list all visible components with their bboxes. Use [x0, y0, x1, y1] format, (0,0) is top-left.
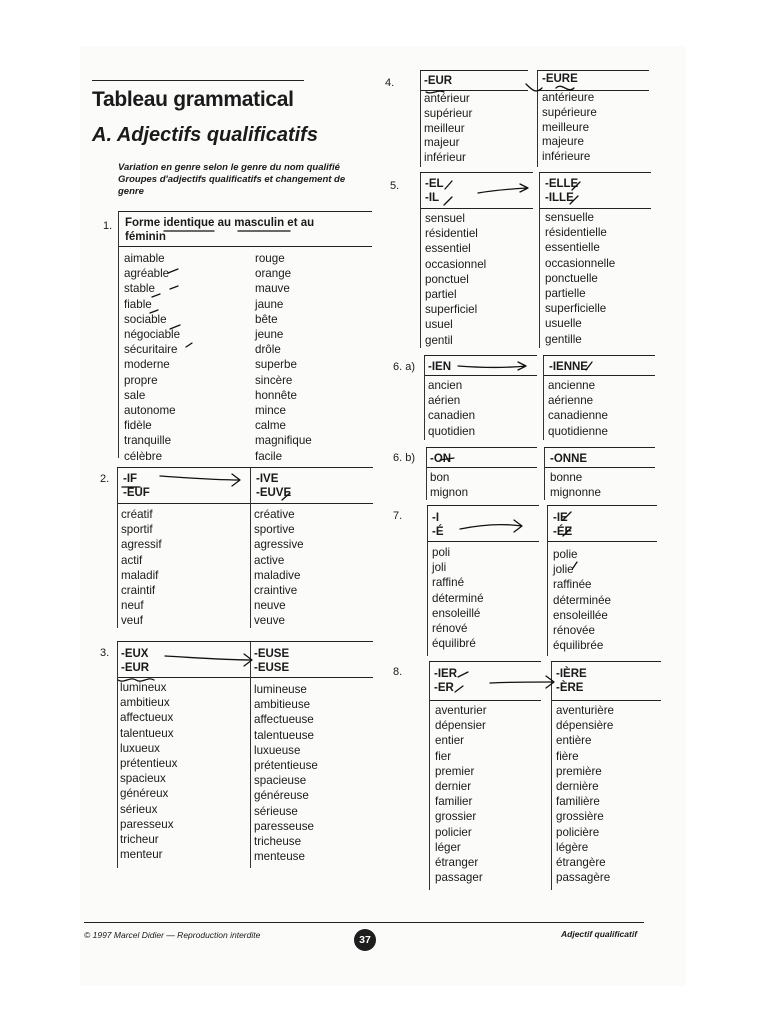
- adjective-word: entier: [435, 734, 465, 748]
- adjective-word: ensoleillée: [553, 608, 608, 622]
- column-divider: [543, 356, 544, 440]
- feminine-header: [556, 667, 587, 695]
- adjective-word: affectueuse: [254, 713, 314, 727]
- section-rule: [420, 90, 528, 91]
- footer-rule: [84, 922, 644, 923]
- adjective-word: superficiel: [425, 303, 478, 317]
- feminine-header: [545, 177, 578, 205]
- section-rule: [117, 677, 373, 678]
- adjective-word: partiel: [425, 288, 457, 302]
- ending-label: -EUVE: [256, 487, 292, 499]
- adjective-word: quotidienne: [548, 424, 608, 438]
- masculine-header: -ON: [430, 453, 452, 465]
- adjective-word: talentueux: [120, 726, 174, 740]
- column-divider: [426, 448, 427, 500]
- feminine-header: -IENNE: [549, 361, 588, 373]
- copyright-text: © 1997 Marcel Didier — Reproduction interdite: [84, 930, 261, 940]
- adjective-word: bête: [255, 312, 278, 326]
- adjective-word: affectueux: [120, 711, 174, 725]
- adjective-word: passagère: [556, 871, 611, 885]
- adjective-word: autonome: [124, 404, 176, 418]
- section-rule: [427, 541, 539, 542]
- adjective-word: dépensière: [556, 719, 614, 733]
- adjective-word: familier: [435, 795, 473, 809]
- word-list: [425, 211, 486, 348]
- ending-label: -ER: [434, 682, 454, 694]
- adjective-word: menteuse: [254, 850, 305, 864]
- ending-label: -IE: [553, 512, 568, 524]
- word-list: [545, 210, 615, 347]
- adjective-word: canadien: [428, 409, 476, 423]
- word-list: [255, 251, 312, 464]
- column-divider: [250, 642, 251, 868]
- adjective-word: poli: [432, 546, 451, 559]
- section-number: 5.: [390, 180, 400, 192]
- column-divider: [424, 356, 425, 440]
- adjective-word: occasionnel: [425, 257, 487, 271]
- adjective-word: premier: [435, 764, 475, 778]
- masculine-header: -IEN: [428, 361, 451, 373]
- adjective-word: sensuelle: [545, 211, 594, 224]
- ending-label: -ELLE: [545, 178, 579, 190]
- adjective-word: tranquille: [124, 434, 172, 448]
- section-footer-label: Adjectif qualificatif: [561, 929, 638, 939]
- section-number: 6. a): [393, 361, 416, 373]
- adjective-word: joli: [432, 561, 447, 575]
- adjective-word: sale: [124, 388, 146, 402]
- adjective-word: aérien: [428, 394, 461, 408]
- adjective-word: fiable: [124, 297, 152, 311]
- adjective-word: sérieuse: [254, 804, 298, 818]
- adjective-word: lumineuse: [254, 683, 307, 696]
- column-divider: [117, 468, 118, 628]
- intro-note-line: Variation en genre selon le genre du nom qualifié: [118, 162, 340, 173]
- section-rule: [429, 661, 541, 662]
- section-rule: [118, 211, 372, 212]
- intro-note-line: genre: [118, 186, 144, 197]
- adjective-word: active: [254, 553, 285, 567]
- section-rule: [426, 447, 537, 448]
- section-rule: [117, 467, 373, 468]
- adjective-word: léger: [435, 840, 461, 854]
- adjective-word: neuf: [121, 599, 144, 613]
- adjective-word: honnête: [255, 388, 297, 402]
- word-list: [120, 680, 177, 862]
- adjective-word: généreuse: [254, 789, 309, 803]
- adjective-word: entière: [556, 734, 592, 748]
- adjective-word: partielle: [545, 287, 586, 301]
- word-list: [428, 378, 475, 439]
- section-rule: [539, 208, 651, 209]
- section-number: 6. b): [393, 452, 416, 464]
- heading-line: féminin: [125, 231, 166, 243]
- word-list: [556, 703, 614, 885]
- section-rule: [117, 641, 373, 642]
- adjective-word: rénové: [432, 622, 468, 636]
- adjective-word: craintive: [254, 584, 298, 598]
- adjective-word: inférieur: [424, 151, 466, 165]
- adjective-word: tricheuse: [254, 835, 302, 849]
- adjective-word: mauve: [255, 282, 290, 296]
- adjective-word: légère: [556, 840, 589, 854]
- section-number: 8.: [393, 666, 403, 678]
- section-rule: [424, 355, 537, 356]
- section-rule: [543, 375, 655, 376]
- masculine-header: [432, 511, 444, 539]
- word-list: [430, 470, 468, 500]
- adjective-word: ensoleillé: [432, 606, 481, 620]
- adjective-word: aérienne: [548, 394, 594, 408]
- adjective-word: drôle: [255, 343, 281, 357]
- column-divider: [537, 71, 538, 167]
- adjective-word: talentueuse: [254, 728, 314, 742]
- word-list: [254, 507, 304, 629]
- adjective-word: lumineux: [120, 681, 167, 694]
- section-number: 2.: [100, 473, 110, 485]
- adjective-word: agréable: [124, 267, 170, 281]
- adjective-word: célèbre: [124, 449, 163, 463]
- adjective-word: raffiné: [432, 576, 465, 590]
- adjective-word: étranger: [435, 856, 479, 870]
- masculine-header: [434, 667, 457, 695]
- adjective-word: neuve: [254, 599, 286, 613]
- adjective-word: sportif: [121, 523, 153, 537]
- column-divider: [544, 448, 545, 500]
- adjective-word: menteur: [120, 848, 163, 862]
- section-rule: [118, 246, 372, 247]
- adjective-word: polie: [553, 548, 578, 561]
- adjective-word: ancienne: [548, 379, 596, 392]
- word-list: [432, 545, 484, 651]
- masculine-header: [123, 472, 150, 500]
- adjective-word: antérieur: [424, 92, 470, 105]
- column-divider: [420, 173, 421, 348]
- adjective-word: facile: [255, 449, 283, 463]
- word-list: [254, 682, 318, 864]
- adjective-word: majeur: [424, 136, 460, 150]
- adjective-word: mignonne: [550, 486, 601, 500]
- adjective-word: veuve: [254, 614, 285, 628]
- feminine-header: [553, 511, 572, 539]
- adjective-word: ponctuel: [425, 272, 469, 286]
- intro-note: [118, 162, 368, 198]
- adjective-word: moderne: [124, 358, 170, 372]
- section-rule: [427, 505, 539, 506]
- ending-label: -EUF: [123, 487, 150, 499]
- adjective-word: usuel: [425, 318, 453, 332]
- section-rule: [544, 447, 655, 448]
- adjective-word: policier: [435, 825, 472, 839]
- ending-label: -I: [432, 512, 440, 524]
- adjective-word: craintif: [121, 584, 156, 598]
- adjective-word: ambitieux: [120, 696, 170, 710]
- adjective-word: étrangère: [556, 856, 606, 870]
- adjective-word: actif: [121, 553, 143, 567]
- heading-line: Forme identique au masculin et au: [125, 217, 315, 229]
- column-divider: [551, 662, 552, 890]
- masculine-header: [425, 177, 444, 205]
- ending-label: -EUSE: [254, 662, 290, 674]
- adjective-word: fière: [556, 749, 579, 763]
- feminine-header: [254, 647, 289, 675]
- section-number: 1.: [103, 220, 113, 232]
- adjective-word: calme: [255, 419, 286, 433]
- adjective-word: généreux: [120, 787, 169, 801]
- ending-label: -IL: [425, 192, 440, 204]
- adjective-word: propre: [124, 373, 158, 387]
- page-title: Tableau grammatical: [92, 88, 294, 111]
- adjective-word: rouge: [255, 252, 285, 265]
- word-list: [124, 251, 180, 464]
- adjective-word: ancien: [428, 379, 463, 392]
- section-rule: [420, 208, 533, 209]
- word-list: [424, 92, 472, 166]
- adjective-word: majeure: [542, 135, 584, 149]
- section-rule: [117, 503, 373, 504]
- adjective-word: policière: [556, 825, 600, 839]
- adjective-word: déterminée: [553, 593, 612, 607]
- adjective-word: jolie: [553, 563, 574, 577]
- word-list: [550, 470, 601, 500]
- adjective-word: ponctuelle: [545, 271, 598, 285]
- adjective-word: agressive: [254, 538, 304, 552]
- ending-label: -EUX: [121, 648, 149, 660]
- adjective-word: aventurier: [435, 704, 487, 717]
- section-rule: [539, 172, 651, 173]
- column-divider: [429, 662, 430, 890]
- section-rule: [429, 700, 541, 701]
- word-list: [121, 507, 162, 629]
- adjective-word: passager: [435, 871, 483, 885]
- adjective-word: équilibré: [432, 637, 476, 651]
- adjective-word: spacieux: [120, 772, 166, 786]
- adjective-word: équilibrée: [553, 639, 604, 653]
- adjective-word: jaune: [255, 297, 284, 311]
- adjective-word: dépensier: [435, 719, 486, 733]
- page-number-badge: 37: [354, 929, 376, 951]
- adjective-word: essentiel: [425, 242, 471, 256]
- adjective-word: superficielle: [545, 302, 607, 316]
- page-subtitle: A. Adjectifs qualificatifs: [92, 124, 318, 146]
- adjective-word: grossier: [435, 810, 477, 824]
- section-rule: [420, 172, 533, 173]
- masculine-header: [121, 647, 149, 675]
- adjective-word: résidentielle: [545, 226, 607, 240]
- adjective-word: bon: [430, 471, 450, 484]
- adjective-word: sincère: [255, 373, 293, 387]
- column-divider: [420, 71, 421, 167]
- masculine-header: -EUR: [424, 75, 453, 87]
- section-rule: [424, 375, 537, 376]
- adjective-word: luxueux: [120, 741, 160, 755]
- adjective-word: mignon: [430, 486, 469, 500]
- adjective-word: résidentiel: [425, 227, 478, 241]
- adjective-word: orange: [255, 267, 292, 281]
- adjective-word: aventurière: [556, 704, 615, 717]
- section-number: 3.: [100, 647, 110, 659]
- adjective-word: sociable: [124, 312, 167, 326]
- adjective-word: ambitieuse: [254, 698, 311, 712]
- adjective-word: première: [556, 764, 602, 778]
- section-number: 7.: [393, 510, 403, 522]
- section-rule: [544, 467, 655, 468]
- adjective-word: déterminé: [432, 591, 484, 605]
- adjective-word: prétentieuse: [254, 759, 318, 773]
- column-divider: [118, 212, 119, 458]
- section-rule: [420, 70, 528, 71]
- adjective-word: bonne: [550, 471, 583, 484]
- adjective-word: antérieure: [542, 91, 595, 104]
- top-rule: [92, 80, 304, 81]
- adjective-word: mince: [255, 404, 286, 418]
- adjective-word: inférieure: [542, 150, 591, 164]
- adjective-word: magnifique: [255, 434, 312, 448]
- ending-label: -IER: [434, 668, 457, 680]
- adjective-word: créatif: [121, 508, 153, 521]
- adjective-word: gentille: [545, 332, 582, 346]
- feminine-header: -EURE: [542, 73, 578, 85]
- adjective-word: gentil: [425, 333, 453, 347]
- adjective-word: aimable: [124, 252, 165, 265]
- section-rule: [547, 505, 657, 506]
- feminine-header: [256, 472, 291, 500]
- adjective-word: supérieur: [424, 106, 473, 120]
- adjective-word: usuelle: [545, 317, 582, 331]
- column-divider: [427, 506, 428, 656]
- intro-note-line: Groupes d'adjectifs qualificatifs et changement de: [118, 174, 346, 185]
- section-rule: [551, 661, 661, 662]
- adjective-word: créative: [254, 508, 295, 521]
- feminine-header: -ONNE: [550, 453, 588, 465]
- column-divider: [250, 468, 251, 628]
- adjective-word: spacieuse: [254, 774, 307, 788]
- ending-label: -É: [432, 526, 444, 538]
- section-number: 4.: [385, 77, 395, 89]
- adjective-word: grossière: [556, 810, 604, 824]
- ending-label: -IÈRE: [556, 668, 587, 680]
- word-list: [548, 378, 608, 439]
- adjective-word: luxueuse: [254, 743, 301, 757]
- adjective-word: maladif: [121, 568, 159, 582]
- adjective-word: superbe: [255, 358, 297, 372]
- adjective-word: tricheur: [120, 833, 159, 847]
- ending-label: -ILLE: [545, 192, 574, 204]
- ending-label: -IF: [123, 473, 138, 485]
- word-list: [435, 703, 487, 885]
- ending-label: -IVE: [256, 473, 279, 485]
- adjective-word: jeune: [255, 328, 284, 342]
- adjective-word: dernier: [435, 780, 472, 794]
- adjective-word: veuf: [121, 614, 143, 628]
- adjective-word: sportive: [254, 523, 295, 537]
- ending-label: -ÈRE: [556, 682, 584, 694]
- column-divider: [117, 642, 118, 868]
- adjective-word: rénovée: [553, 624, 595, 638]
- section-rule: [543, 355, 655, 356]
- section-rule: [547, 541, 657, 542]
- word-list: [553, 547, 611, 653]
- adjective-word: raffinée: [553, 578, 592, 592]
- adjective-word: sérieux: [120, 802, 158, 816]
- adjective-word: meilleur: [424, 121, 465, 135]
- adjective-word: prétentieux: [120, 757, 178, 771]
- ending-label: -ÉE: [553, 526, 573, 538]
- adjective-word: sécuritaire: [124, 343, 178, 357]
- adjective-word: canadienne: [548, 409, 608, 423]
- column-divider: [547, 506, 548, 656]
- adjective-word: dernière: [556, 780, 599, 794]
- section-rule: [551, 700, 661, 701]
- word-list: [542, 91, 597, 165]
- adjective-word: paresseux: [120, 817, 174, 831]
- adjective-word: essentielle: [545, 241, 600, 255]
- column-divider: [539, 173, 540, 348]
- section-rule: [426, 467, 537, 468]
- ending-label: -EUSE: [254, 648, 290, 660]
- adjective-word: quotidien: [428, 424, 476, 438]
- adjective-word: négociable: [124, 328, 181, 342]
- ending-label: -EUR: [121, 662, 150, 674]
- adjective-word: fidèle: [124, 419, 152, 433]
- adjective-word: paresseuse: [254, 819, 314, 833]
- ending-label: -EL: [425, 178, 444, 190]
- adjective-word: occasionnelle: [545, 256, 616, 270]
- adjective-word: fier: [435, 749, 452, 763]
- section-heading: [125, 216, 365, 244]
- adjective-word: supérieure: [542, 105, 597, 119]
- adjective-word: familière: [556, 795, 600, 809]
- adjective-word: agressif: [121, 538, 162, 552]
- adjective-word: stable: [124, 282, 155, 296]
- section-rule: [537, 70, 649, 71]
- adjective-word: meilleure: [542, 120, 590, 134]
- adjective-word: maladive: [254, 568, 301, 582]
- adjective-word: sensuel: [425, 212, 465, 225]
